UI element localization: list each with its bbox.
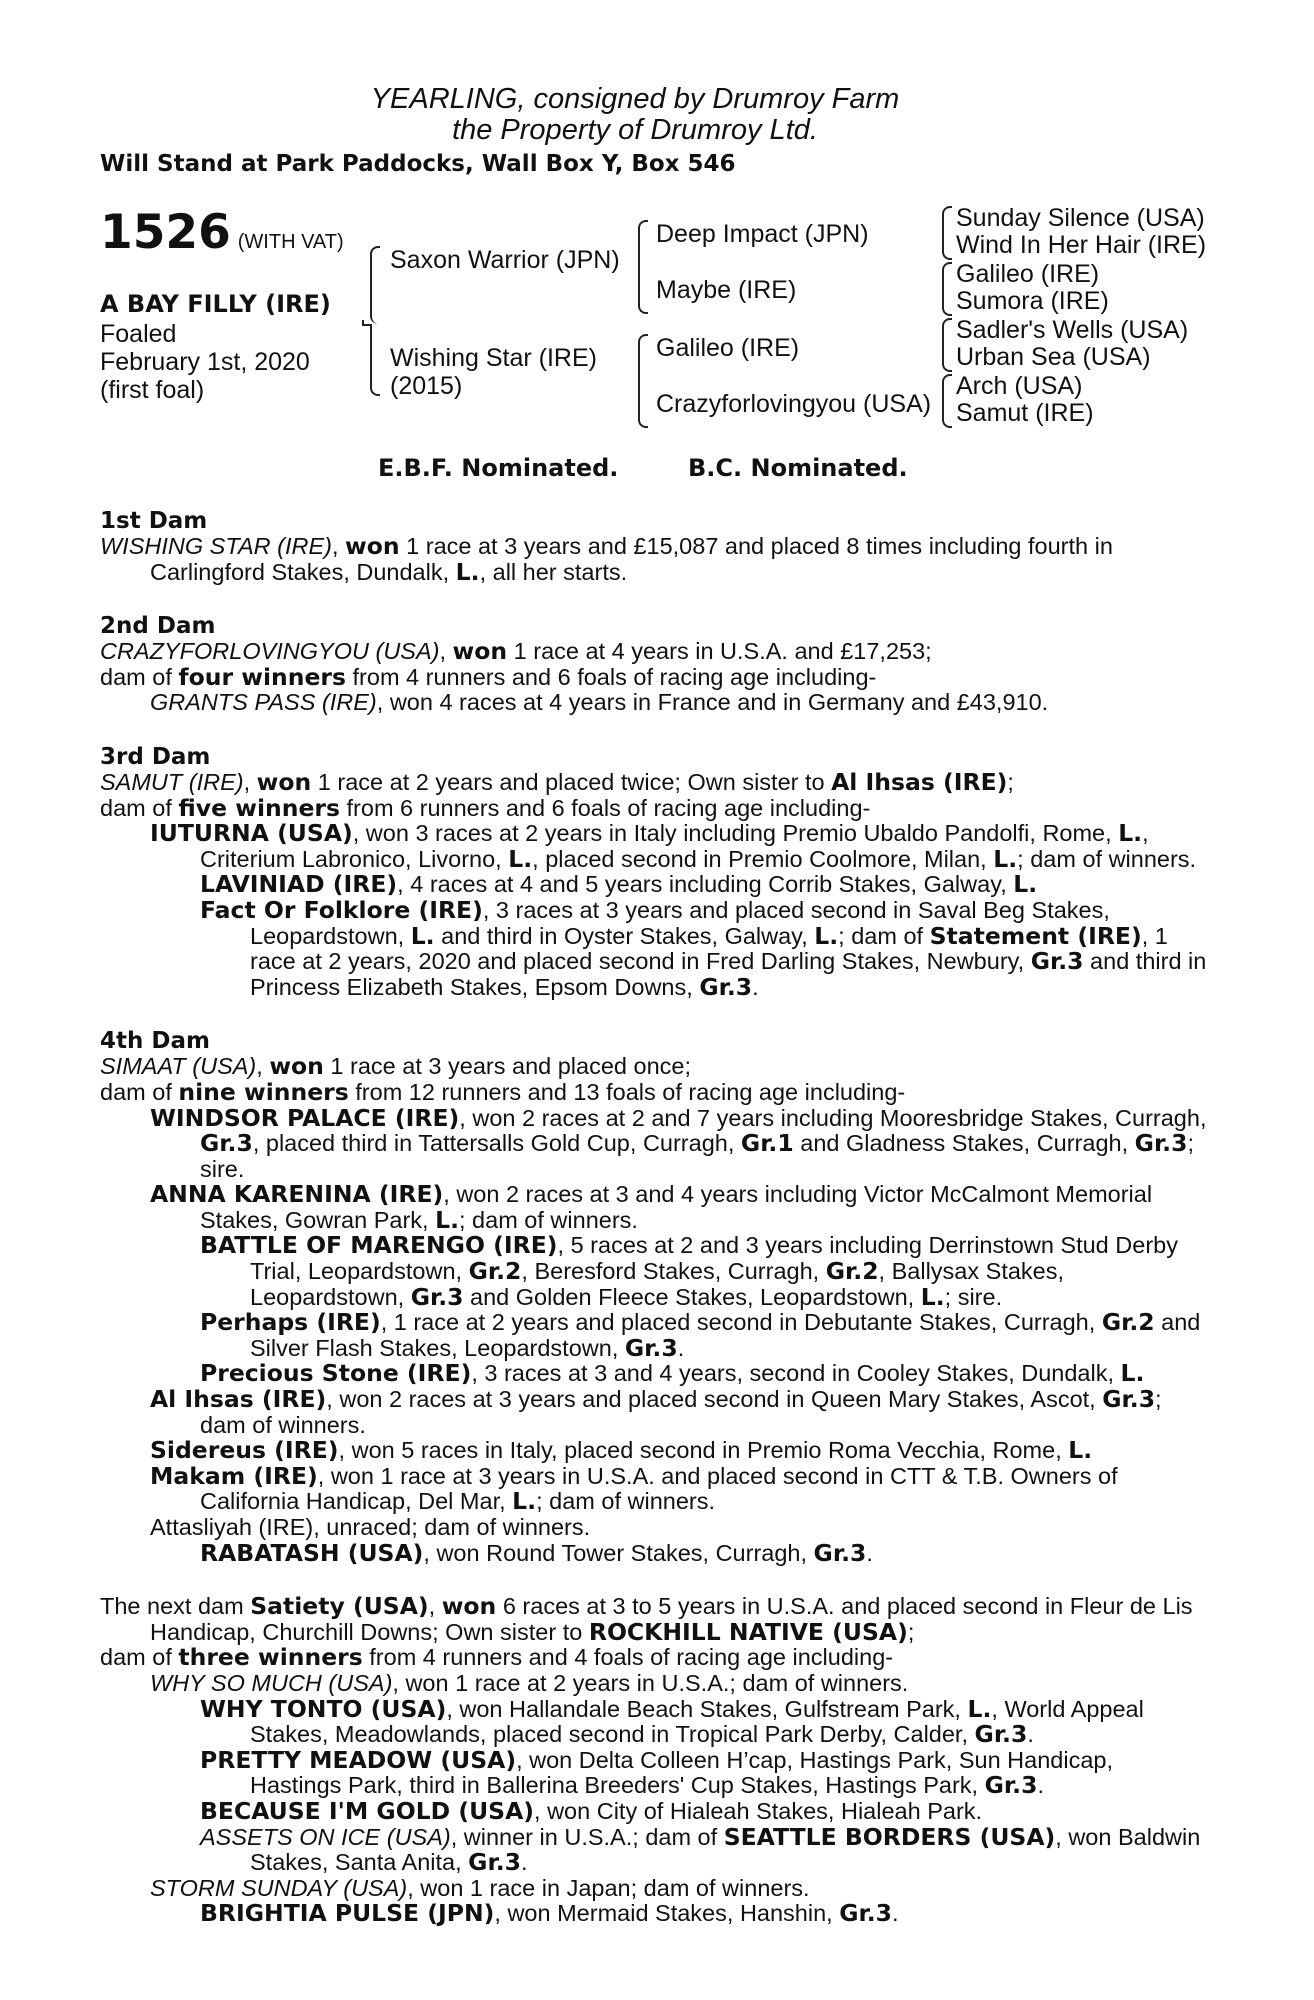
race-text: .: [677, 1334, 685, 1361]
race-text: ; dam of winners.: [536, 1488, 716, 1515]
horse-name: WHY TONTO (USA): [200, 1694, 447, 1723]
group-label: Gr.3: [468, 1848, 521, 1877]
first-dam-name: WISHING STAR (IRE): [100, 533, 332, 559]
horse-name: ROCKHILL NATIVE (USA): [588, 1617, 908, 1646]
group-label: Gr.3: [200, 1129, 253, 1158]
winners-count: nine winners: [178, 1077, 349, 1106]
horse-name: IUTURNA (USA): [150, 819, 353, 848]
first-dam-heading: 1st Dam: [100, 508, 208, 534]
race-text: , 3 races at 3 years and placed second in Saval Beg Stakes, Leopardstown,: [250, 896, 1110, 949]
race-text: .: [752, 973, 759, 1000]
race-text: and Golden Fleece Stakes, Leopardstown,: [463, 1283, 921, 1310]
listed-label: L.: [512, 1487, 537, 1516]
dam-dam: Crazyforlovingyou (USA): [656, 390, 932, 418]
third-dam-text: SAMUT (IRE), won 1 race at 2 years and placed twice; Own sister to Al Ihsas (IRE);: [100, 767, 1014, 796]
race-text: , won Round Tower Stakes, Curragh,: [423, 1539, 814, 1566]
race-text: , World Appeal Stakes, Meadowlands, placed second in Tropical Park Derby, Calder,: [250, 1695, 1144, 1748]
produce-entry: [100, 690, 1210, 716]
lot-description: A BAY FILLY (IRE): [100, 290, 331, 318]
bc-nomination: B.C. Nominated.: [688, 454, 908, 482]
race-text: and third in Princess Elizabeth Stakes, Epsom Downs,: [250, 948, 1207, 1000]
race-text: , placed third in Tattersalls Gold Cup, Curragh,: [252, 1130, 741, 1157]
vat-note: (WITH VAT): [237, 231, 344, 253]
pedigree-block: [100, 204, 1210, 454]
sire-bracket-top: [370, 246, 380, 324]
second-dam-text: CRAZYFORLOVINGYOU (USA), won 1 race at 4 years in U.S.A. and £17,253;: [100, 637, 932, 666]
horse-name: GRANTS PASS (IRE): [150, 689, 377, 716]
group-label: Gr.3: [699, 972, 753, 1001]
nominations-row: [100, 454, 1210, 488]
dam-bracket-bottom: [370, 324, 380, 396]
produce-entry: [100, 1876, 1210, 1902]
listed-label: L.: [967, 1694, 992, 1723]
next-dam-name: Satiety (USA): [250, 1592, 429, 1621]
third-dam-heading: 3rd Dam: [100, 743, 211, 770]
dam-name: Wishing Star (IRE): [390, 344, 597, 372]
listed-label: L.: [508, 844, 533, 873]
gg-bracket-2: [942, 262, 952, 316]
race-text: , won 1 race at 3 years in U.S.A. and placed second in CTT & T.B. Owners of California Handicap, Del Mar,: [200, 1462, 1118, 1515]
horse-name: Sidereus (IRE): [150, 1436, 339, 1465]
horse-name: Makam (IRE): [150, 1461, 318, 1490]
race-text: and Gladness Stakes, Curragh,: [793, 1130, 1135, 1157]
second-dam-heading: 2nd Dam: [100, 613, 216, 640]
group-label: Gr.3: [1134, 1129, 1188, 1158]
second-dam-section: [100, 613, 1210, 716]
race-text: , Criterium Labronico, Livorno,: [200, 820, 1149, 872]
horse-name: Al Ihsas (IRE): [150, 1385, 327, 1414]
sire-dam-sire: Galileo (IRE): [956, 260, 1100, 288]
race-text: , won 1 race at 2 years in U.S.A.; dam of winners.: [392, 1669, 909, 1696]
race-text: from 4 runners and 4 foals of racing age including-: [362, 1644, 894, 1671]
race-text: ; dam of winners.: [200, 1386, 1162, 1438]
race-text: , won Baldwin Stakes, Santa Anita,: [250, 1823, 1201, 1876]
dam-dam-dam: Samut (IRE): [956, 399, 1094, 427]
dam-sire: Galileo (IRE): [656, 334, 800, 362]
group-label: Gr.1: [740, 1129, 794, 1158]
race-text: , 3 races at 3 and 4 years, second in Cooley Stakes, Dundalk,: [471, 1360, 1121, 1387]
winners-count: four winners: [178, 662, 346, 691]
race-text: .: [892, 1900, 899, 1927]
race-text: ;: [1007, 768, 1014, 795]
horse-name: RABATASH (USA): [200, 1538, 424, 1567]
won-label: won: [256, 767, 312, 796]
produce-entry: [100, 872, 1210, 898]
produce-entry: [100, 1538, 1210, 1567]
race-text: 1 race at 3 years and placed once;: [323, 1053, 692, 1080]
race-text: , 4 races at 4 and 5 years including Corrib Stakes, Galway,: [397, 871, 1014, 898]
group-label: Gr.3: [984, 1771, 1038, 1800]
listed-label: L.: [993, 844, 1018, 873]
race-text: .: [520, 1849, 528, 1876]
dam-sire-dam: Urban Sea (USA): [956, 343, 1151, 371]
consignor-line: YEARLING, consigned by Drumroy Farm: [370, 83, 900, 115]
race-text: , won 2 races at 3 and 4 years including Victor McCalmont Memorial Stakes, Gowran Park,: [200, 1181, 1153, 1233]
race-text: , won 3 races at 2 years in Italy including Premio Ubaldo Pandolfi, Rome,: [352, 820, 1119, 847]
first-dam-section: [100, 508, 1210, 585]
horse-name: SEATTLE BORDERS (USA): [723, 1822, 1056, 1851]
horse-name: Fact Or Folklore (IRE): [200, 895, 483, 924]
sire-sire: Deep Impact (JPN): [656, 220, 869, 248]
horse-name: STORM SUNDAY (USA): [150, 1874, 408, 1901]
produce-entry: [100, 1515, 1210, 1541]
race-text: , won 5 races in Italy, placed second in Premio Roma Vecchia, Rome,: [338, 1437, 1069, 1464]
horse-name: PRETTY MEADOW (USA): [200, 1745, 517, 1774]
race-text: , 5 races at 2 and 3 years including Derrinstown Stud Derby Trial, Leopardstown,: [250, 1232, 1178, 1285]
dam-of-label: dam of: [100, 1644, 179, 1671]
sire-sire-sire: Sunday Silence (USA): [956, 204, 1205, 232]
dam-line-bracket: [638, 334, 648, 428]
produce-entry: [100, 1361, 1210, 1387]
third-dam-name: SAMUT (IRE): [100, 768, 244, 795]
race-text: from 6 runners and 6 foals of racing age including-: [339, 794, 871, 821]
sire-sire-dam: Wind In Her Hair (IRE): [956, 231, 1207, 259]
dam-of-label: dam of: [100, 794, 179, 821]
produce-entry: [100, 1694, 1210, 1749]
produce-entry: [100, 1822, 1210, 1877]
race-text: , won Mermaid Stakes, Hanshin,: [494, 1900, 840, 1927]
winners-count: three winners: [178, 1643, 363, 1672]
group-label: Gr.2: [825, 1257, 879, 1286]
dam-of-label: dam of: [100, 663, 179, 690]
group-label: Gr.3: [410, 1282, 464, 1311]
race-text: Attasliyah (IRE), unraced; dam of winners.: [150, 1514, 591, 1540]
horse-name: ASSETS ON ICE (USA): [200, 1823, 451, 1850]
horse-name: Al Ihsas (IRE): [831, 767, 1008, 796]
race-text: , 1 race at 2 years and placed second in Debutante Stakes, Curragh,: [380, 1309, 1102, 1336]
horse-name: WHY SO MUCH (USA): [150, 1669, 393, 1696]
won-label: won: [345, 532, 400, 560]
race-text: , winner in U.S.A.; dam of: [450, 1823, 724, 1850]
produce-entry: [100, 1387, 1210, 1438]
stand-location: Will Stand at Park Paddocks, Wall Box Y, Box 546: [100, 151, 736, 177]
horse-name: Precious Stone (IRE): [200, 1359, 472, 1388]
produce-entry: [100, 1745, 1210, 1800]
sire-dam-dam: Sumora (IRE): [956, 287, 1109, 315]
property-line: the Property of Drumroy Ltd.: [452, 114, 818, 146]
horse-name: LAVINIAD (IRE): [200, 870, 398, 899]
race-text: , 1 race at 2 years, 2020 and placed second in Fred Darling Stakes, Newbury,: [250, 922, 1168, 975]
third-dam-produce: [100, 793, 1210, 822]
gg-bracket-1: [942, 206, 952, 260]
race-text: ; dam of winners.: [459, 1206, 638, 1233]
horse-name: BECAUSE I'M GOLD (USA): [200, 1796, 535, 1825]
race-text: from 12 runners and 13 foals of racing age including-: [348, 1078, 906, 1105]
race-text: ;: [907, 1618, 915, 1645]
foaled-label: Foaled: [100, 320, 177, 348]
ebf-nomination: E.B.F. Nominated.: [378, 454, 619, 482]
group-label: Gr.3: [839, 1899, 893, 1928]
next-dam-produce: [100, 1645, 1210, 1671]
race-text: , won 2 races at 3 years and placed second in Queen Mary Stakes, Ascot,: [326, 1386, 1103, 1413]
produce-entry: [100, 1182, 1210, 1233]
fourth-dam-section: [100, 1028, 1210, 1566]
horse-name: Statement (IRE): [929, 921, 1142, 950]
foal-note: (first foal): [100, 376, 205, 404]
race-text: , won 2 races at 2 and 7 years including Mooresbridge Stakes, Curragh,: [459, 1104, 1207, 1131]
dam-dam-sire: Arch (USA): [956, 372, 1083, 400]
won-label: won: [452, 637, 508, 666]
race-text: , won Hallandale Beach Stakes, Gulfstream Park,: [446, 1695, 968, 1722]
second-dam-name: CRAZYFORLOVINGYOU (USA): [100, 638, 440, 665]
next-dam-section: [100, 1594, 1210, 1927]
produce-entry: [100, 1438, 1210, 1464]
won-label: won: [269, 1052, 324, 1081]
group-label: Gr.3: [1030, 947, 1084, 976]
race-text: and third in Oyster Stakes, Galway,: [434, 922, 815, 949]
dam-sire-sire: Sadler's Wells (USA): [956, 316, 1189, 344]
fourth-dam-heading: 4th Dam: [100, 1028, 210, 1055]
catalogue-page: [100, 84, 1210, 1927]
race-text: , won 4 races at 4 years in France and in Germany and £43,910.: [376, 689, 1049, 716]
dam-of-label: dam of: [100, 1078, 179, 1105]
gg-bracket-4: [942, 374, 952, 428]
listed-label: L.: [814, 921, 839, 950]
produce-entry: [100, 1310, 1210, 1361]
produce-entry: [100, 1671, 1210, 1697]
produce-entry: [100, 1901, 1210, 1927]
race-text: .: [1037, 1772, 1044, 1799]
lot-number: 1526: [100, 205, 231, 260]
race-text: , placed second in Premio Coolmore, Milan,: [532, 845, 994, 872]
group-label: Gr.2: [1101, 1308, 1155, 1337]
produce-entry: [100, 895, 1210, 1001]
race-text: ; dam of winners.: [1017, 845, 1197, 872]
listed-label: L.: [410, 921, 435, 950]
foaled-date: February 1st, 2020: [100, 348, 310, 376]
race-text: 6 races at 3 to 5 years in U.S.A. and placed second in Fleur de Lis Handicap, Churchill Downs; Own sister to: [150, 1593, 1193, 1645]
group-label: Gr.3: [813, 1538, 867, 1567]
race-text: and Silver Flash Stakes, Leopardstown,: [250, 1309, 1201, 1361]
produce-entry: [100, 1796, 1210, 1825]
race-text: 1 race at 2 years and placed twice; Own sister to: [311, 768, 832, 795]
race-text: , won City of Hialeah Stakes, Hialeah Park.: [534, 1797, 983, 1824]
produce-entry: [100, 1461, 1210, 1516]
race-text: , Beresford Stakes, Curragh,: [521, 1258, 826, 1285]
horse-name: WINDSOR PALACE (IRE): [150, 1103, 460, 1132]
group-label: Gr.2: [468, 1257, 522, 1286]
race-text: , won 1 race in Japan; dam of winners.: [407, 1874, 810, 1901]
horse-name: BRIGHTIA PULSE (JPN): [200, 1899, 495, 1928]
sire-name: Saxon Warrior (JPN): [390, 246, 620, 274]
sire-dam: Maybe (IRE): [656, 276, 797, 304]
race-text: ; sire.: [944, 1283, 1003, 1310]
next-dam-text: The next dam Satiety (USA), won 6 races at 3 to 5 years in U.S.A. and placed second in Fleur de Lis Handicap, Churchill Downs; Own sister to ROCKHILL NATIVE (USA);: [100, 1592, 1193, 1646]
horse-name: ANNA KARENINA (IRE): [150, 1180, 444, 1209]
won-label: won: [441, 1592, 497, 1621]
listed-label: L.: [1118, 819, 1143, 848]
listed-label: L.: [1013, 870, 1038, 899]
produce-entry: [100, 821, 1210, 872]
fourth-dam-produce: [100, 1077, 1210, 1106]
dam-year: (2015): [390, 372, 463, 400]
second-dam-produce: [100, 662, 1210, 691]
race-text: , all her starts.: [479, 558, 628, 585]
group-label: Gr.3: [624, 1333, 678, 1362]
race-text: ; sire.: [200, 1130, 1194, 1182]
race-text: The next dam: [100, 1593, 251, 1620]
group-label: Gr.3: [974, 1720, 1028, 1749]
listed-label: L.: [1120, 1359, 1145, 1388]
group-label: Gr.3: [1102, 1385, 1156, 1414]
sire-line-bracket: [638, 220, 648, 314]
first-dam-text: WISHING STAR (IRE), won 1 race at 3 years and £15,087 and placed 8 times including fourth in Carlingford Stakes, Dundalk, L., all her starts.: [100, 532, 1113, 586]
race-text: , Ballysax Stakes, Leopardstown,: [250, 1258, 1065, 1310]
race-text: , won Delta Colleen H’cap, Hastings Park, Sun Handicap, Hastings Park, third in Ballerina Breeders' Cup Stakes, Hastings Park,: [250, 1746, 1114, 1799]
listed-label: L.: [920, 1282, 945, 1311]
produce-entry: [100, 1233, 1210, 1310]
listed-label: L.: [435, 1205, 459, 1234]
listed-label: L.: [1068, 1436, 1093, 1465]
produce-entry: [100, 1103, 1210, 1183]
race-text: 1 race at 4 years in U.S.A. and £17,253;: [507, 638, 932, 665]
race-text: ; dam of: [838, 922, 930, 949]
race-text: from 4 runners and 6 foals of racing age including-: [346, 663, 877, 690]
fourth-dam-name: SIMAAT (USA): [100, 1053, 257, 1080]
third-dam-section: [100, 744, 1210, 1000]
race-text: .: [1027, 1721, 1034, 1748]
horse-name: BATTLE OF MARENGO (IRE): [200, 1231, 558, 1260]
fourth-dam-text: SIMAAT (USA), won 1 race at 3 years and placed once;: [100, 1052, 692, 1081]
horse-name: Perhaps (IRE): [200, 1308, 381, 1337]
gg-bracket-3: [942, 318, 952, 372]
race-text: .: [866, 1539, 873, 1566]
race-text: 1 race at 3 years and £15,087 and placed 8 times including fourth in Carlingford Stakes, Dundalk,: [150, 533, 1113, 585]
listed-label: L.: [455, 557, 480, 586]
winners-count: five winners: [178, 793, 340, 822]
